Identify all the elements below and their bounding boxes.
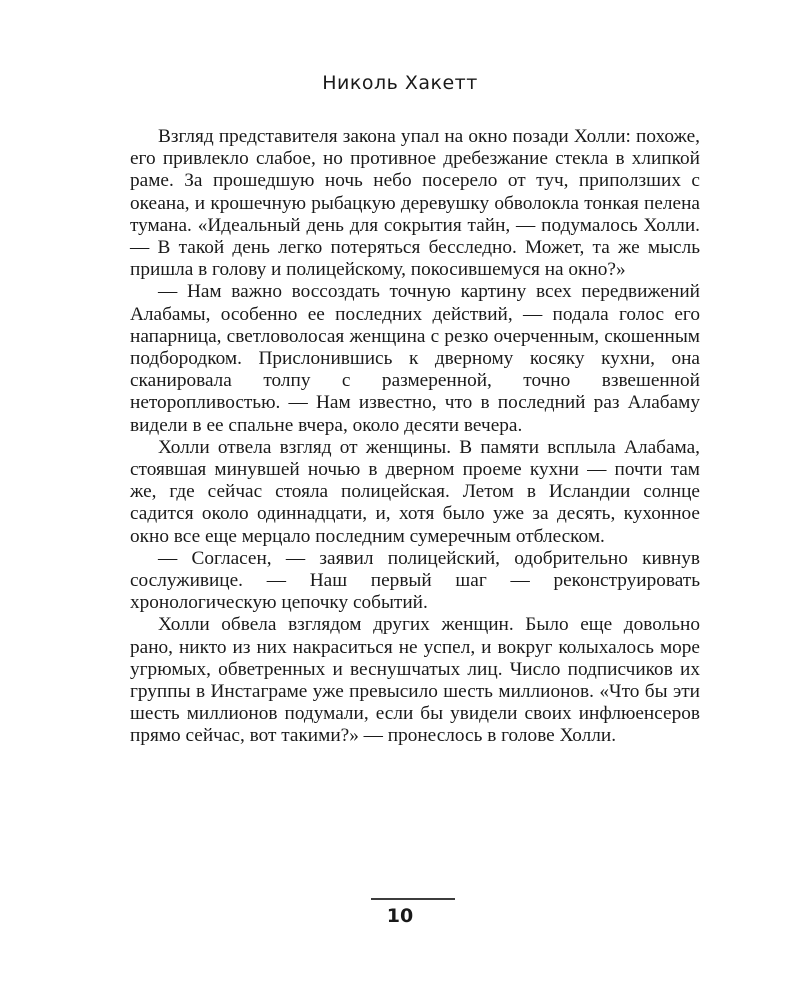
page-number: 10: [386, 905, 414, 927]
paragraph: Холли отвела взгляд от женщины. В памяти всплыла Алабама, стоявшая минувшей ночью в дверном проеме кухни — почти там же, где сейчас стояла полицейская. Летом в Исландии солнце садится около одиннадцати, и, хотя было уже за десять, кухонное окно все еще мерцало последним сумеречным отблеском.: [130, 436, 700, 547]
paragraph: — Согласен, — заявил полицейский, одобрительно кивнув сослуживице. — Наш первый шаг — реконструировать хронологическую цепочку событий.: [130, 547, 700, 614]
body-text: [130, 126, 700, 748]
folio-rule: [371, 898, 455, 900]
paragraph: — Нам важно воссоздать точную картину всех передвижений Алабамы, особенно ее последних действий, — подала голос его напарница, светловолосая женщина с резко очерченным, скошенным подбородком. Прислонившись к дверному косяку кухни, она сканировала толпу с размеренной, точно взвешенной неторопливостью. — Нам известно, что в последний раз Алабаму видели в ее спальне вчера, около десяти вечера.: [130, 281, 700, 436]
paragraph: Холли обвела взглядом других женщин. Было еще довольно рано, никто из них накраситься не успел, и вокруг колыхалось море угрюмых, обветренных и веснушчатых лиц. Число подписчиков их группы в Инстаграме уже превысило шесть миллионов. «Что бы эти шесть миллионов подумали, если бы увидели своих инфлюенсеров прямо сейчас, вот такими?» — пронеслось в голове Холли.: [130, 614, 700, 747]
running-head: Николь Хакетт: [322, 72, 478, 94]
paragraph: Взгляд представителя закона упал на окно позади Холли: похоже, его привлекло слабое, но противное дребезжание стекла в хлипкой раме. За прошедшую ночь небо посерело от туч, приползших с океана, и крошечную рыбацкую деревушку обволокла тонкая пелена тумана. «Идеальный день для сокрытия тайн, — подумалось Холли. — В такой день легко потеряться бесследно. Может, та же мысль пришла в голову и полицейскому, покосившемуся на окно?»: [130, 126, 700, 281]
